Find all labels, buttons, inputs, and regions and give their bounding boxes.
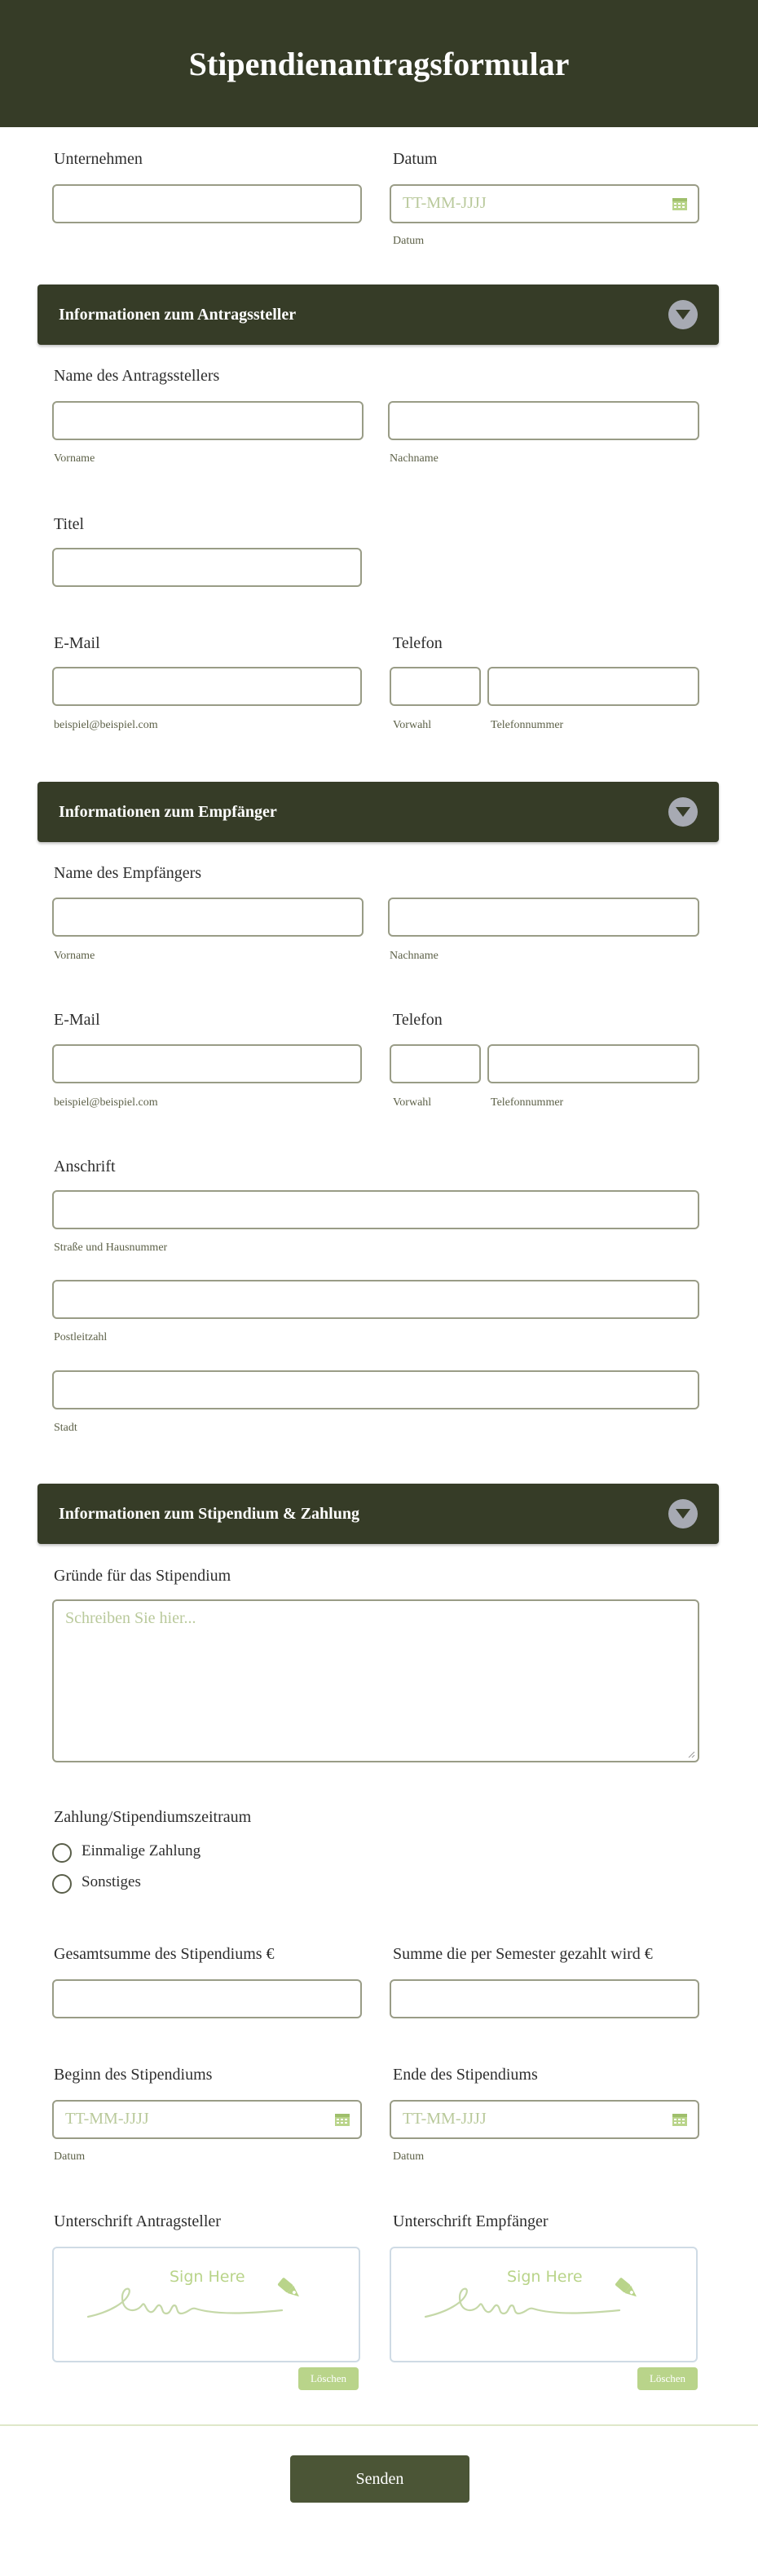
section-applicant-title: Informationen zum Antragssteller (59, 305, 297, 324)
date-placeholder: TT-MM-JJJJ (403, 194, 487, 212)
radio-other[interactable] (52, 1874, 72, 1894)
sig-recipient-pad[interactable] (390, 2247, 698, 2362)
section-applicant[interactable] (37, 285, 719, 345)
radio-other-label[interactable]: Sonstiges (82, 1873, 141, 1890)
footer-divider (0, 2424, 758, 2426)
total-label: Gesamtsumme des Stipendiums € (54, 1945, 275, 1963)
submit-button[interactable]: Senden (290, 2455, 469, 2503)
recipient-city-input[interactable] (52, 1370, 699, 1409)
applicant-title-input[interactable] (52, 548, 362, 587)
recipient-street-sublabel: Straße und Hausnummer (54, 1242, 168, 1254)
chevron-down-icon[interactable] (668, 797, 698, 827)
recipient-phone-sublabel: Telefonnummer (491, 1096, 564, 1109)
date-label: Datum (393, 150, 438, 168)
end-date-input[interactable] (390, 2100, 699, 2139)
per-semester-label: Summe die per Semester gezahlt wird € (393, 1945, 653, 1963)
applicant-area-code-input[interactable] (390, 667, 481, 706)
applicant-title-label: Titel (54, 515, 85, 533)
section-recipient[interactable] (37, 782, 719, 842)
sig-recipient-clear-button[interactable]: Löschen (637, 2367, 698, 2390)
sig-applicant-label: Unterschrift Antragsteller (54, 2212, 221, 2230)
radio-once[interactable] (52, 1843, 72, 1863)
date-input[interactable] (390, 184, 699, 223)
calendar-icon[interactable] (334, 2112, 350, 2127)
applicant-email-sublabel: beispiel@beispiel.com (54, 719, 158, 731)
start-label: Beginn des Stipendiums (54, 2066, 213, 2084)
recipient-area-sublabel: Vorwahl (393, 1096, 432, 1109)
form-title: Stipendienantragsformular (188, 45, 570, 82)
applicant-last-name-input[interactable] (388, 401, 699, 440)
start-date-placeholder: TT-MM-JJJJ (65, 2110, 149, 2128)
section-scholarship[interactable] (37, 1484, 719, 1544)
reasons-textarea[interactable] (52, 1599, 699, 1762)
company-label: Unternehmen (54, 150, 143, 168)
per-semester-input[interactable] (390, 1979, 699, 2018)
applicant-first-sublabel: Vorname (54, 452, 95, 465)
date-sublabel: Datum (393, 235, 425, 247)
end-date-sublabel: Datum (393, 2150, 425, 2163)
recipient-city-sublabel: Stadt (54, 1422, 77, 1434)
recipient-phone-label: Telefon (393, 1011, 443, 1029)
reasons-label: Gründe für das Stipendium (54, 1567, 231, 1585)
applicant-email-label: E-Mail (54, 634, 100, 652)
recipient-last-name-input[interactable] (388, 898, 699, 937)
sig-recipient-label: Unterschrift Empfänger (393, 2212, 549, 2230)
calendar-icon[interactable] (672, 2112, 688, 2127)
section-recipient-title: Informationen zum Empfänger (59, 802, 277, 821)
calendar-icon[interactable] (672, 196, 688, 211)
period-label: Zahlung/Stipendiumszeitraum (54, 1808, 252, 1826)
chevron-down-icon[interactable] (668, 1499, 698, 1528)
resize-handle-icon[interactable] (687, 1750, 695, 1758)
recipient-zip-sublabel: Postleitzahl (54, 1331, 108, 1343)
reasons-placeholder: Schreiben Sie hier... (65, 1609, 196, 1627)
recipient-address-label: Anschrift (54, 1158, 116, 1176)
applicant-last-sublabel: Nachname (390, 452, 438, 465)
section-scholarship-title: Informationen zum Stipendium & Zahlung (59, 1504, 359, 1523)
form-header (0, 0, 758, 127)
start-date-input[interactable] (52, 2100, 362, 2139)
sig-applicant-hint: Sign Here (170, 2268, 245, 2286)
recipient-name-label: Name des Empfängers (54, 864, 202, 882)
applicant-name-label: Name des Antragsstellers (54, 367, 220, 385)
applicant-phone-input[interactable] (487, 667, 699, 706)
sig-applicant-clear-button[interactable]: Löschen (298, 2367, 359, 2390)
recipient-street-input[interactable] (52, 1190, 699, 1229)
recipient-zip-input[interactable] (52, 1280, 699, 1319)
recipient-first-sublabel: Vorname (54, 950, 95, 962)
recipient-email-sublabel: beispiel@beispiel.com (54, 1096, 158, 1109)
applicant-email-input[interactable] (52, 667, 362, 706)
total-input[interactable] (52, 1979, 362, 2018)
end-label: Ende des Stipendiums (393, 2066, 538, 2084)
company-input[interactable] (52, 184, 362, 223)
chevron-down-icon[interactable] (668, 300, 698, 329)
recipient-phone-input[interactable] (487, 1044, 699, 1083)
radio-once-label[interactable]: Einmalige Zahlung (82, 1842, 201, 1859)
sig-recipient-hint: Sign Here (507, 2268, 583, 2286)
applicant-phone-label: Telefon (393, 634, 443, 652)
recipient-email-input[interactable] (52, 1044, 362, 1083)
applicant-first-name-input[interactable] (52, 401, 364, 440)
applicant-area-sublabel: Vorwahl (393, 719, 432, 731)
applicant-phone-sublabel: Telefonnummer (491, 719, 564, 731)
recipient-first-name-input[interactable] (52, 898, 364, 937)
recipient-email-label: E-Mail (54, 1011, 100, 1029)
recipient-last-sublabel: Nachname (390, 950, 438, 962)
recipient-area-code-input[interactable] (390, 1044, 481, 1083)
start-date-sublabel: Datum (54, 2150, 86, 2163)
sig-applicant-pad[interactable] (52, 2247, 360, 2362)
end-date-placeholder: TT-MM-JJJJ (403, 2110, 487, 2128)
